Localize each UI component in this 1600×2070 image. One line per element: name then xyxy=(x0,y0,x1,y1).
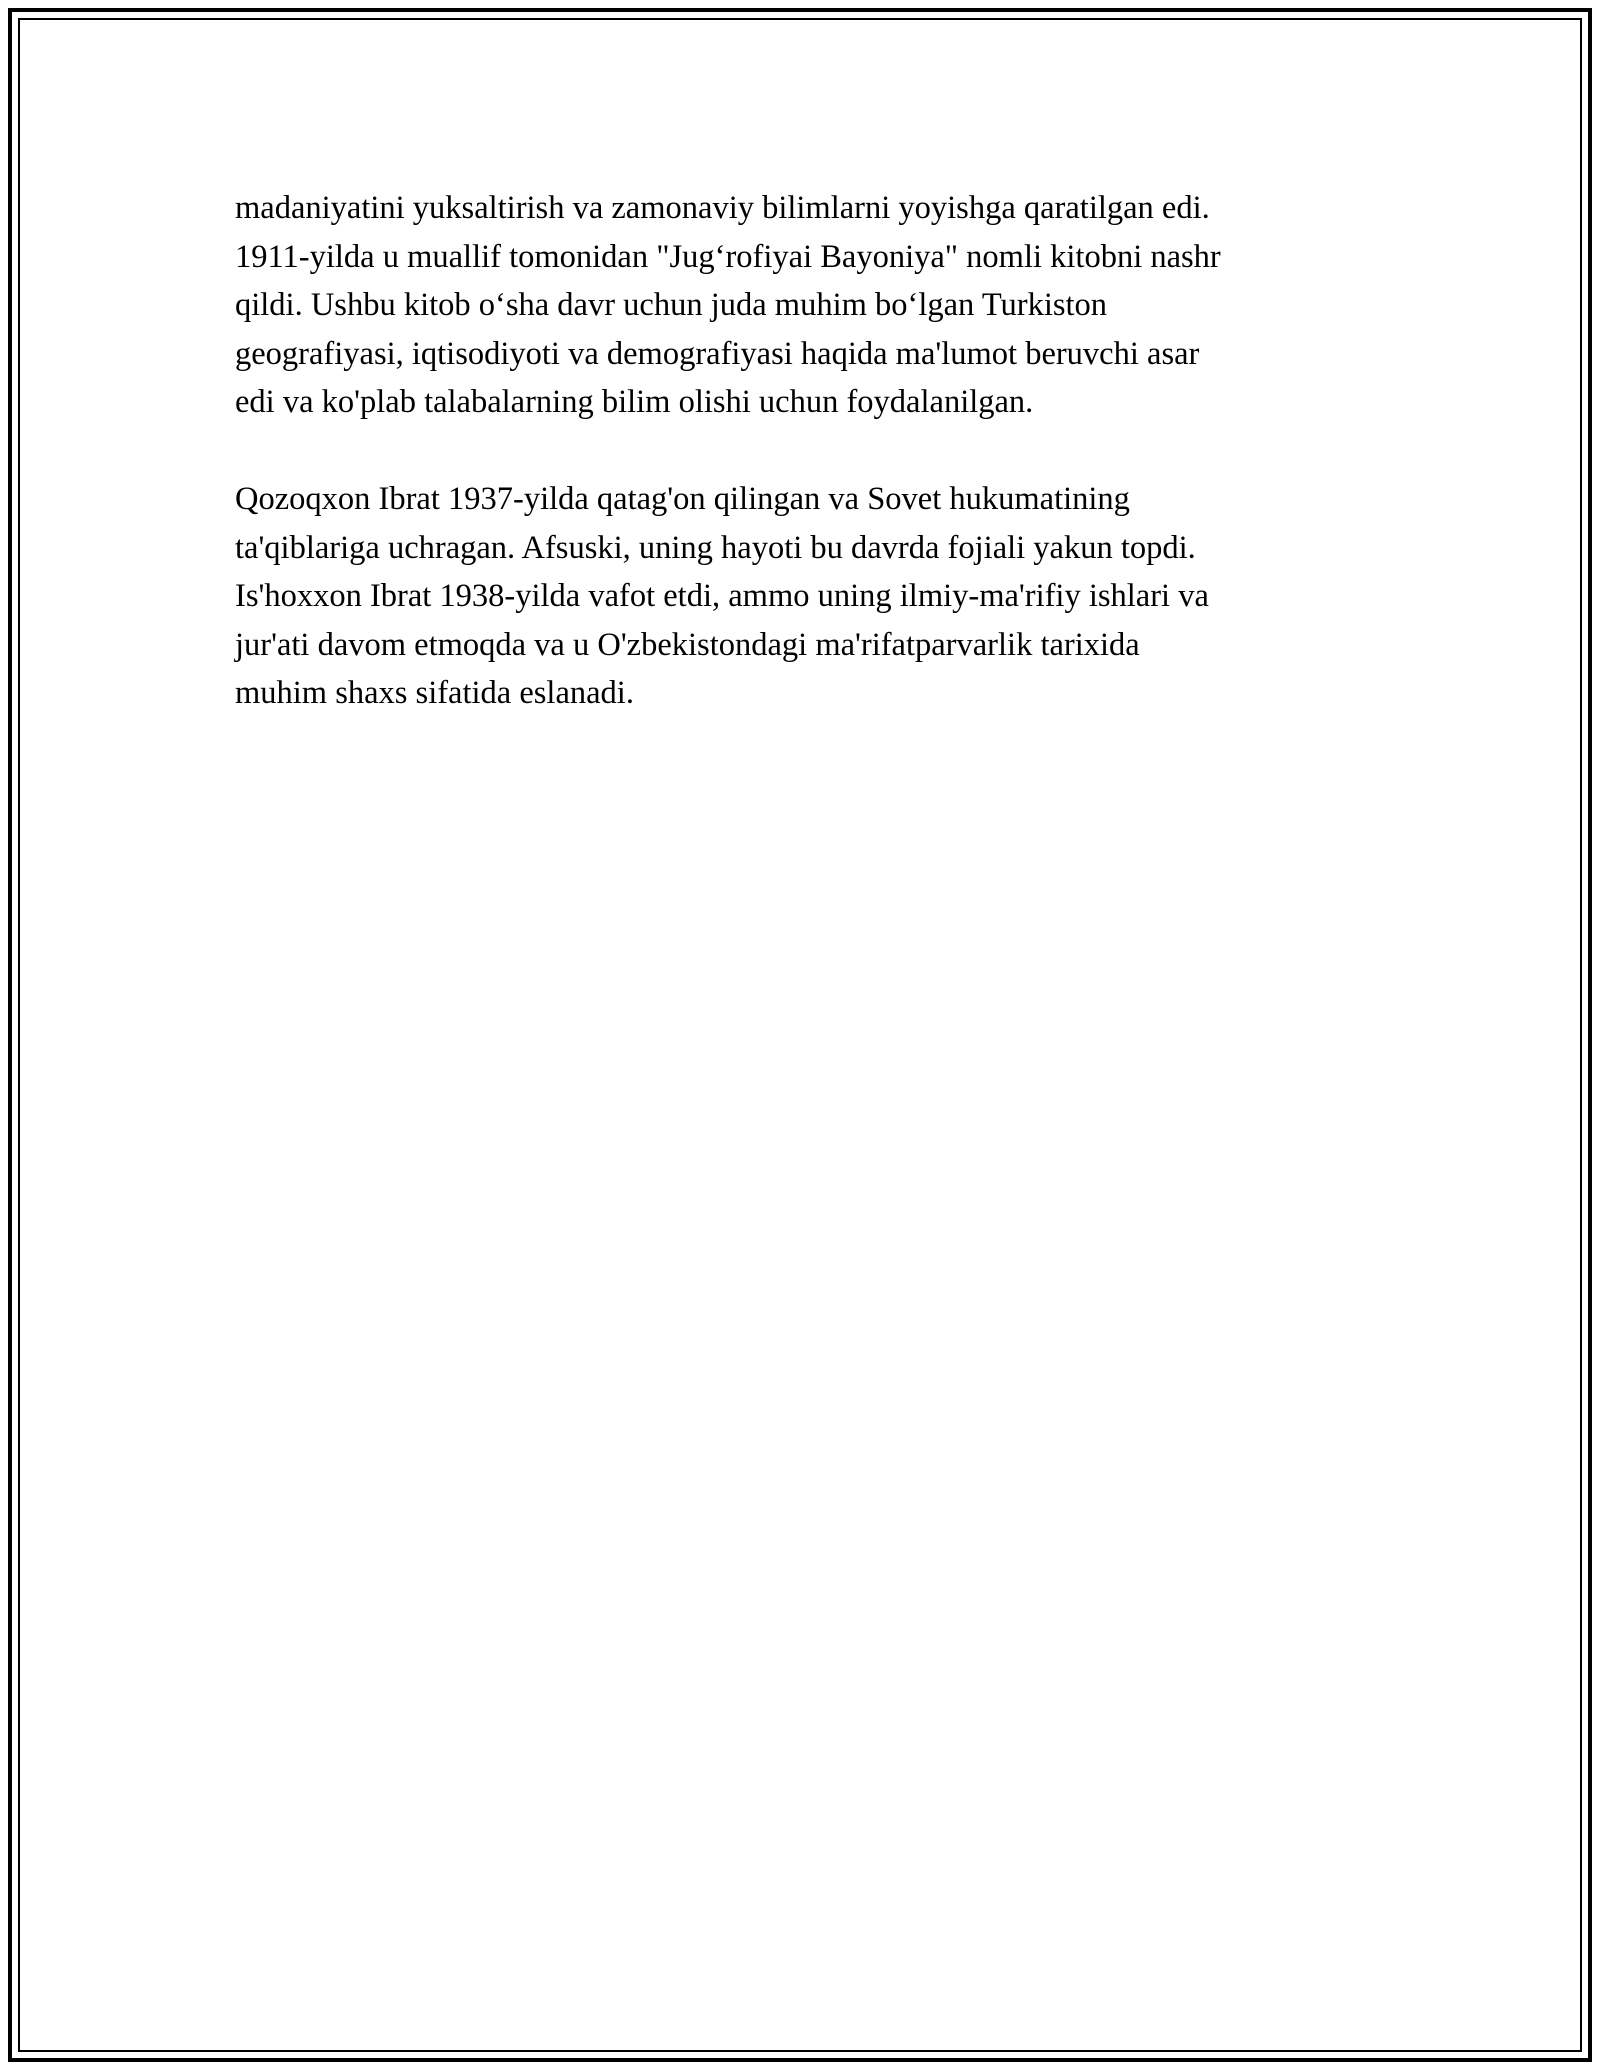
paragraph-1 xyxy=(235,184,1365,427)
text-line: jur'ati davom etmoqda va u O'zbekistondagi ma'rifatparvarlik tarixida xyxy=(235,626,1140,663)
text-line: qildi. Ushbu kitob o‘sha davr uchun juda muhim bo‘lgan Turkiston xyxy=(235,287,1108,323)
text-line: 1911-yilda u muallif tomonidan "Jug‘rofiyai Bayoniya" nomli kitobni nashr xyxy=(235,238,1221,275)
text-line: muhim shaxs sifatida eslanadi. xyxy=(235,675,634,711)
text-line: madaniyatini yuksaltirish va zamonaviy bilimlarni yoyishga qaratilgan edi. xyxy=(235,190,1210,226)
text-line: Is'hoxxon Ibrat 1938-yilda vafot etdi, ammo uning ilmiy-ma'rifiy ishlari va xyxy=(235,578,1209,614)
text-line: geografiyasi, iqtisodiyoti va demografiyasi haqida ma'lumot beruvchi asar xyxy=(235,335,1200,372)
document-body xyxy=(235,184,1365,766)
text-line: edi va ko'plab talabalarning bilim olishi uchun foydalanilgan. xyxy=(235,384,1034,420)
text-line: Qozoqxon Ibrat 1937-yilda qatag'on qilingan va Sovet hukumatining xyxy=(235,481,1130,517)
paragraph-2 xyxy=(235,475,1365,718)
text-line: ta'qiblariga uchragan. Afsuski, uning hayoti bu davrda fojiali yakun topdi. xyxy=(235,529,1196,566)
